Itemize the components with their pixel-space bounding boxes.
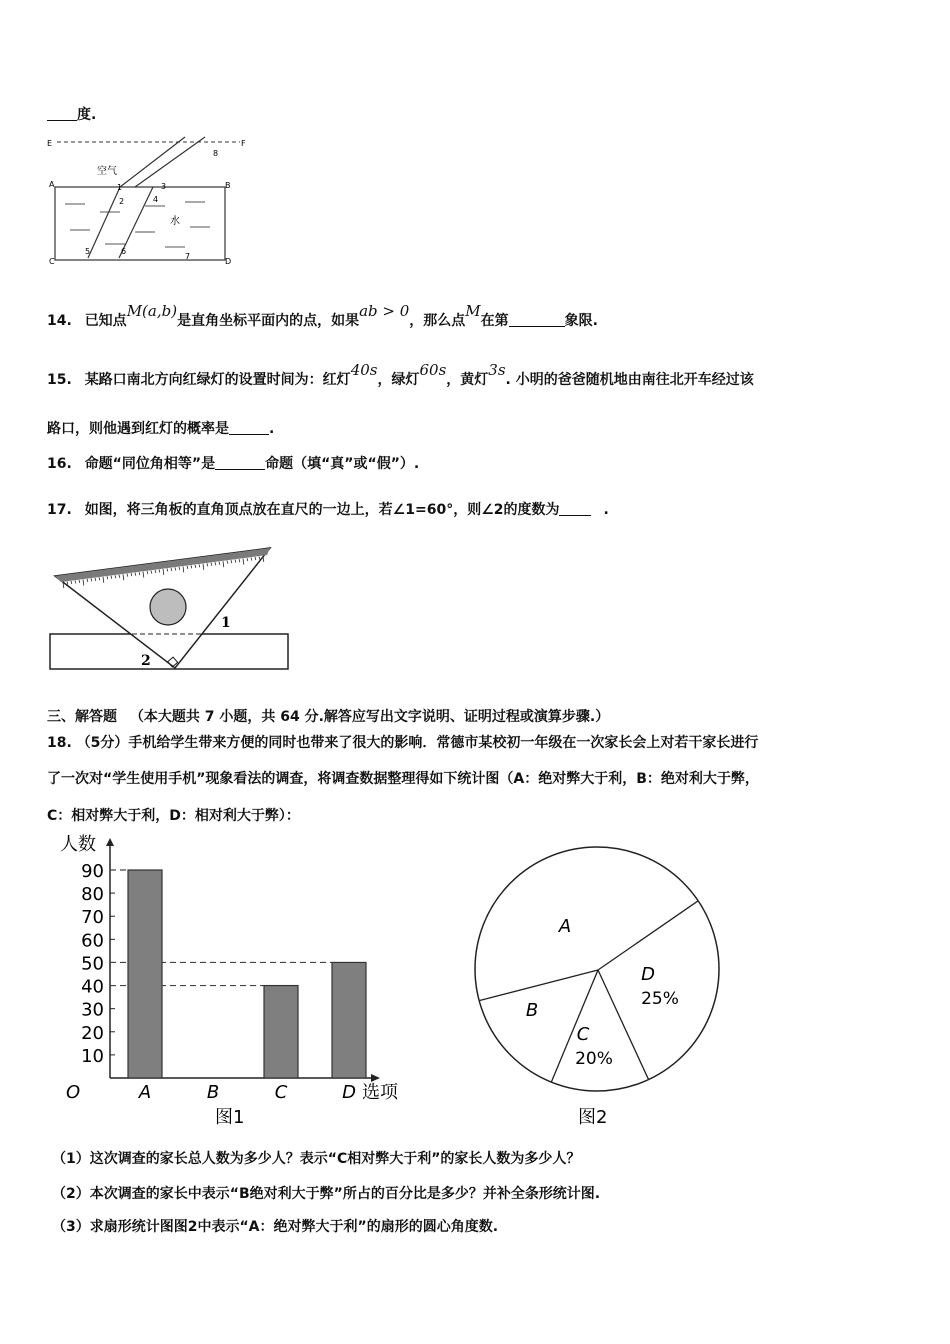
water-tank (55, 187, 225, 260)
angle-1: 1 (117, 183, 123, 192)
q15-text-4: . 小明的爸爸随机地由南往北开车经过该 (505, 372, 754, 388)
question-16 (47, 453, 419, 473)
q18-sub-2: （2）本次调查的家长中表示“B绝对利大于弊”所占的百分比是多少？并补全条形统计图. (52, 1186, 601, 1202)
x-axis-label: 选项 (362, 1082, 398, 1103)
q15-text-1: 某路口南北方向红绿灯的设置时间为：红灯 (84, 372, 351, 388)
slice-percent-C: 20% (575, 1049, 613, 1069)
label-water: 水 (170, 216, 180, 227)
q16-text-1: 命题“同位角相等”是 (84, 456, 216, 472)
slice-label-D: D (641, 964, 655, 985)
q17-text-1: 如图，将三角板的直角顶点放在直尺的一边上，若∠1=60°，则∠2的度数为 (84, 502, 560, 518)
q17-text-2: . (603, 502, 609, 518)
slice-label-B: B (525, 1000, 539, 1021)
answer-blank (47, 106, 77, 121)
q15-text-3: ，黄灯 (446, 372, 489, 388)
refraction-figure (45, 132, 255, 267)
light-rays (88, 137, 205, 258)
bar-C (264, 986, 298, 1078)
section-desc: （本大题共 7 小题，共 64 分.解答应写出文字说明、证明过程或演算步骤.） (129, 709, 610, 725)
label-a: A (49, 180, 55, 189)
y-tick-label: 70 (81, 907, 104, 929)
y-tick-label: 60 (81, 930, 104, 952)
q15-text-5: 路口，则他遇到红灯的概率是 (47, 421, 229, 437)
q14-text-2: 是直角坐标平面内的点，如果 (177, 313, 360, 329)
category-label-C: C (274, 1082, 288, 1103)
y-tick-label: 80 (81, 884, 104, 906)
q15-red-time: 40s (350, 361, 378, 379)
label-f: F (241, 139, 246, 148)
angle-2-label: 2 (141, 653, 151, 669)
section-3-heading (47, 706, 609, 726)
q14-math-condition: ab > 0 (359, 302, 410, 320)
q14-text-5: 象限. (564, 313, 598, 329)
q16-number: 16. (47, 456, 72, 472)
origin-label: O (66, 1082, 81, 1103)
q15-text-6: . (269, 421, 275, 437)
category-label-B: B (206, 1082, 220, 1103)
y-tick-label: 20 (81, 1022, 104, 1044)
bar-A (128, 870, 162, 1078)
q14-math-point: M(a,b) (126, 302, 178, 320)
angle-8: 8 (213, 149, 219, 158)
q15-text-2: ，绿灯 (377, 372, 420, 388)
q18-line-2: 了一次对“学生使用手机”现象看法的调查，将调查数据整理得如下统计图（A：绝对弊大于利，B：绝对利大于弊， (47, 771, 759, 787)
angle-3: 3 (161, 182, 167, 191)
label-d: D (225, 257, 232, 266)
triangle-ruler-figure (45, 543, 295, 675)
y-tick-label: 30 (81, 999, 104, 1021)
q13-tail: 度. (77, 107, 97, 123)
x-axis-arrow (371, 1074, 380, 1082)
q18-line-3: C：相对弊大于利，D：相对利大于弊）： (47, 808, 300, 824)
q17-number: 17. (47, 502, 72, 518)
y-tick-label: 10 (81, 1045, 104, 1067)
angle-7: 7 (185, 252, 191, 261)
answer-blank (559, 501, 591, 516)
bar-D (332, 962, 366, 1078)
q14-text-3: ，那么点 (409, 313, 466, 329)
pie-chart (470, 840, 730, 1130)
bar-chart-title: 图1 (215, 1107, 245, 1128)
label-b: B (225, 181, 231, 190)
question-14 (47, 302, 598, 330)
label-c: C (49, 257, 55, 266)
category-label-A: A (138, 1082, 152, 1103)
q16-text-2: 命题（填“真”或“假”）. (265, 456, 420, 472)
slice-label-A: A (558, 916, 572, 937)
section-title: 三、解答题 (47, 709, 117, 725)
answer-blank (509, 312, 565, 327)
y-tick-label: 50 (81, 953, 104, 975)
label-air: 空气 (97, 166, 117, 177)
q15-yellow-time: 3s (488, 361, 506, 379)
q13-answer-line (47, 104, 96, 124)
q14-math-m: M (465, 302, 481, 320)
q18-sub-1: （1）这次调查的家长总人数为多少人？表示“C相对弊大于利”的家长人数为多少人？ (52, 1151, 581, 1167)
angle-6: 6 (121, 247, 127, 256)
question-17 (47, 499, 609, 519)
slice-percent-D: 25% (641, 989, 679, 1009)
angle-5: 5 (85, 247, 91, 256)
q14-number: 14. (47, 313, 72, 329)
label-e: E (47, 139, 53, 148)
q15-green-time: 60s (419, 361, 447, 379)
q15-number: 15. (47, 372, 72, 388)
y-axis-label: 人数 (60, 834, 96, 855)
q14-text-4: 在第 (480, 313, 509, 329)
q18-line-1: 18. （5分）手机给学生带来方便的同时也带来了很大的影响．常德市某校初一年级在一次家长会上对若干家长进行 (47, 735, 759, 751)
y-axis-arrow (106, 838, 114, 846)
category-label-D: D (342, 1082, 356, 1103)
answer-blank (229, 420, 269, 435)
slice-label-C: C (576, 1024, 590, 1045)
y-tick-label: 40 (81, 976, 104, 998)
q18-sub-3: （3）求扇形统计图图2中表示“A：绝对弊大于利”的扇形的圆心角度数. (52, 1219, 499, 1235)
angle-4: 4 (153, 195, 159, 204)
angle-1-label: 1 (221, 615, 231, 631)
circle-hole (150, 589, 186, 625)
angle-2: 2 (119, 197, 125, 206)
q14-text-1: 已知点 (84, 313, 127, 329)
question-15 (47, 361, 754, 389)
y-tick-label: 90 (81, 861, 104, 882)
bar-chart (40, 830, 420, 1130)
pie-chart-title: 图2 (578, 1107, 608, 1128)
question-15-line-2 (47, 418, 274, 438)
answer-blank (215, 455, 265, 470)
